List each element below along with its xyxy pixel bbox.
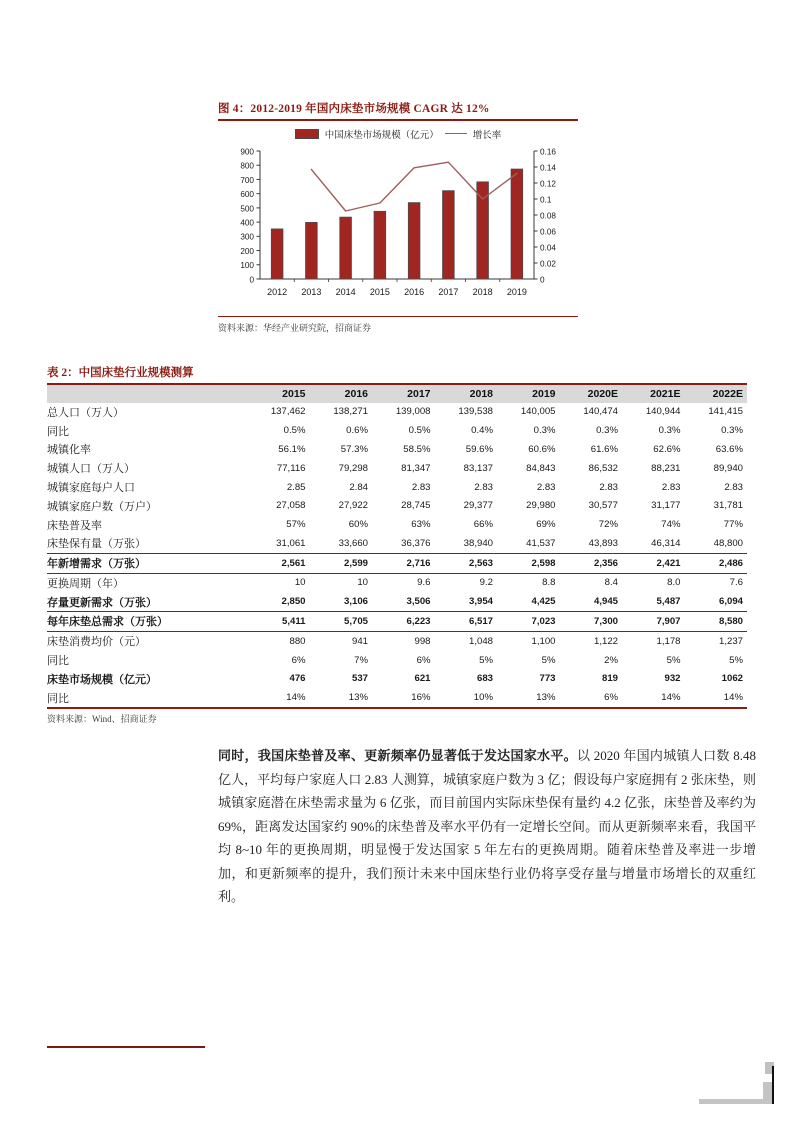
table-cell: 2.83 (411, 481, 431, 493)
table-cell: 36,376 (401, 537, 431, 549)
table-row-label: 同比 (47, 655, 69, 668)
table-cell: 2,598 (497, 553, 560, 573)
table-cell: 773 (539, 673, 556, 685)
table-cell: 83,137 (463, 462, 493, 474)
table-row (47, 592, 747, 611)
table-cell: 1,048 (435, 631, 498, 650)
table-cell: 2% (604, 654, 618, 666)
table-cell: 2,486 (685, 553, 748, 573)
table-cell: 77% (723, 519, 743, 531)
table-cell: 2,421 (622, 553, 685, 573)
table-cell: 2,850 (281, 596, 306, 608)
table-cell: 139,008 (395, 406, 431, 418)
table-cell: 31,061 (276, 537, 306, 549)
table-row (47, 631, 747, 650)
legend-line-swatch-icon (445, 133, 467, 134)
table-row (47, 478, 747, 497)
table-row-label: 年新增需求（万张） (47, 553, 247, 573)
svg-text:600: 600 (240, 189, 254, 199)
table-cell: 476 (289, 673, 306, 685)
svg-text:2014: 2014 (335, 286, 356, 297)
table-cell: 1,100 (497, 631, 560, 650)
table-col-header-2017: 2017 (372, 385, 435, 403)
table-cell: 10 (247, 573, 310, 592)
table-cell: 57% (286, 519, 306, 531)
figure-title-rule (218, 119, 578, 121)
svg-text:0.14: 0.14 (540, 162, 556, 172)
table-title: 表 2：中国床垫行业规模测算 (47, 367, 194, 379)
table-cell: 38,940 (463, 537, 493, 549)
table-cell: 0.5% (283, 425, 306, 437)
table-header (47, 385, 747, 403)
table-cell: 140,474 (583, 406, 618, 418)
table-cell: 7,907 (622, 612, 685, 632)
table-cell: 10 (310, 573, 373, 592)
table-row-label: 更换周期（年） (47, 573, 247, 592)
table-cell: 89,940 (713, 462, 743, 474)
chart-legend (218, 127, 578, 141)
table-cell: 72% (598, 519, 618, 531)
table-cell: 3,954 (468, 596, 493, 608)
chart-area (218, 145, 578, 310)
table-row-label: 床垫消费均价（元） (47, 631, 247, 650)
table-cell: 0.4% (471, 425, 493, 437)
table-cell: 2,563 (435, 553, 498, 573)
table-row-label: 床垫普及率 (47, 519, 102, 532)
table-cell: 2,561 (247, 553, 310, 573)
table-row (47, 573, 747, 592)
table-cell: 2.84 (349, 481, 368, 493)
svg-text:2019: 2019 (506, 286, 527, 297)
svg-text:0.02: 0.02 (540, 258, 556, 268)
table-cell: 6,094 (718, 596, 743, 608)
table-row-label: 城镇化率 (47, 444, 91, 457)
table-row-label: 同比 (47, 425, 69, 438)
table-cell: 998 (372, 631, 435, 650)
table-cell: 48,800 (713, 537, 743, 549)
table-cell: 6% (416, 654, 431, 666)
figure-block (218, 100, 578, 334)
table-cell: 84,843 (526, 462, 556, 474)
table-cell: 13% (310, 688, 373, 707)
svg-text:0.12: 0.12 (540, 178, 556, 188)
table-cell: 46,314 (651, 537, 681, 549)
svg-text:100: 100 (240, 260, 254, 270)
footer-grey-bar (699, 1099, 773, 1104)
table-cell: 9.2 (435, 573, 498, 592)
table-row (47, 440, 747, 459)
table-cell: 29,377 (463, 500, 493, 512)
table-cell: 7.6 (685, 573, 748, 592)
figure-source: 资料来源：华经产业研究院，招商证券 (218, 322, 372, 333)
table-cell: 537 (351, 673, 368, 685)
table-row (47, 403, 747, 422)
table-cell: 41,537 (526, 537, 556, 549)
table-cell: 29,980 (526, 500, 556, 512)
table-cell: 1,178 (622, 631, 685, 650)
table-cell: 56.1% (278, 443, 306, 455)
table-col-header-2015: 2015 (247, 385, 310, 403)
table-block (47, 364, 747, 725)
table-row (47, 553, 747, 573)
table-cell: 7% (354, 654, 368, 666)
table-cell: 2.83 (661, 481, 681, 493)
table-cell: 66% (473, 519, 493, 531)
table-row-label: 每年床垫总需求（万张） (47, 612, 247, 632)
table-cell: 5% (479, 654, 493, 666)
table-col-header-2020E: 2020E (560, 385, 623, 403)
table-cell: 31,781 (713, 500, 743, 512)
table-cell: 6% (291, 654, 306, 666)
table-row-label: 城镇人口（万人） (47, 463, 135, 476)
legend-line-label: 增长率 (472, 129, 502, 141)
table-cell: 932 (664, 673, 681, 685)
table-cell: 0.3% (533, 425, 556, 437)
table-cell: 62.6% (653, 443, 681, 455)
table-cell: 2,599 (310, 553, 373, 573)
table-cell: 0.6% (346, 425, 368, 437)
table-cell: 13% (497, 688, 560, 707)
table-cell: 9.6 (372, 573, 435, 592)
table-cell: 2.83 (474, 481, 493, 493)
table-cell: 77,116 (276, 462, 306, 474)
table-cell: 63% (411, 519, 431, 531)
table-col-header-2022E: 2022E (685, 385, 748, 403)
table-cell: 1,122 (560, 631, 623, 650)
table-cell: 0.3% (596, 425, 618, 437)
table-cell: 57.3% (340, 443, 368, 455)
table-cell: 5% (729, 654, 743, 666)
table-cell: 819 (601, 673, 618, 685)
table-cell: 30,577 (588, 500, 618, 512)
table-cell: 5% (541, 654, 556, 666)
table-row-label: 城镇家庭户数（万户） (47, 500, 157, 513)
table-cell: 4,425 (531, 596, 556, 608)
svg-text:0.06: 0.06 (540, 226, 556, 236)
mattress-industry-scale-table (47, 385, 747, 709)
table-cell: 5% (666, 654, 681, 666)
table-cell: 5,487 (656, 596, 681, 608)
table-row-label: 床垫市场规模（亿元） (47, 673, 157, 686)
legend-bar-swatch-icon (295, 129, 319, 139)
table-cell: 61.6% (590, 443, 618, 455)
table-cell: 138,271 (333, 406, 368, 418)
table-col-header-label (47, 385, 247, 403)
table-cell: 2.83 (724, 481, 743, 493)
table-cell: 74% (661, 519, 681, 531)
table-row-label: 床垫保有量（万张） (47, 538, 146, 551)
svg-text:2012: 2012 (267, 286, 288, 297)
table-cell: 5,411 (247, 612, 310, 632)
table-row (47, 421, 747, 440)
table-row (47, 515, 747, 534)
table-cell: 16% (372, 688, 435, 707)
table-cell: 2.85 (286, 481, 306, 493)
table-cell: 1062 (721, 673, 743, 685)
table-row (47, 651, 747, 670)
table-cell: 3,106 (343, 596, 368, 608)
table-cell: 6,223 (372, 612, 435, 632)
table-cell: 86,532 (588, 462, 618, 474)
table-source: 资料来源：Wind、招商证券 (47, 714, 157, 725)
table-cell: 140,005 (520, 406, 556, 418)
table-cell: 14% (685, 688, 748, 707)
table-cell: 8,580 (685, 612, 748, 632)
footer-divider (47, 1046, 205, 1048)
table-cell: 141,415 (708, 406, 743, 418)
svg-text:2015: 2015 (369, 286, 390, 297)
svg-text:400: 400 (240, 218, 254, 228)
svg-text:2017: 2017 (438, 286, 459, 297)
legend-bar-label: 中国床垫市场规模（亿元） (324, 129, 439, 141)
table-col-header-2018: 2018 (435, 385, 498, 403)
table-cell: 14% (622, 688, 685, 707)
svg-text:800: 800 (240, 161, 254, 171)
svg-text:300: 300 (240, 232, 254, 242)
table-cell: 33,660 (338, 537, 368, 549)
svg-text:0: 0 (249, 274, 254, 284)
table-cell: 7,300 (560, 612, 623, 632)
table-cell: 8.4 (560, 573, 623, 592)
table-cell: 137,462 (270, 406, 306, 418)
svg-text:200: 200 (240, 246, 254, 256)
table-row (47, 459, 747, 478)
table-cell: 27,922 (338, 500, 368, 512)
body-paragraph (218, 744, 756, 909)
table-cell: 1,237 (685, 631, 748, 650)
table-cell: 941 (310, 631, 373, 650)
table-cell: 0.3% (721, 425, 743, 437)
table-cell: 6,517 (435, 612, 498, 632)
table-row-label: 总人口（万人） (47, 406, 124, 419)
table-cell: 5,705 (310, 612, 373, 632)
svg-text:0: 0 (540, 274, 545, 284)
table-row (47, 669, 747, 688)
table-row-label: 城镇家庭每户人口 (47, 482, 135, 495)
table-cell: 69% (536, 519, 556, 531)
table-row (47, 534, 747, 553)
table-cell: 0.5% (408, 425, 431, 437)
table-cell: 2,356 (560, 553, 623, 573)
table-cell: 28,745 (401, 500, 431, 512)
table-cell: 60.6% (528, 443, 556, 455)
table-cell: 683 (476, 673, 493, 685)
table-cell: 4,945 (593, 596, 618, 608)
table-cell: 10% (435, 688, 498, 707)
figure-title: 图 4：2012-2019 年国内床垫市场规模 CAGR 达 12% (218, 103, 490, 115)
table-cell: 621 (414, 673, 431, 685)
svg-text:2018: 2018 (472, 286, 493, 297)
table-col-header-2021E: 2021E (622, 385, 685, 403)
svg-text:0.04: 0.04 (540, 242, 556, 252)
svg-text:700: 700 (240, 175, 254, 185)
svg-text:0.16: 0.16 (540, 146, 556, 156)
table-cell: 59.6% (465, 443, 493, 455)
table-cell: 6% (560, 688, 623, 707)
table-cell: 3,506 (406, 596, 431, 608)
table-cell: 8.8 (497, 573, 560, 592)
table-cell: 139,538 (458, 406, 493, 418)
table-header-row (47, 385, 747, 403)
table-row-label: 存量更新需求（万张） (47, 596, 157, 609)
table-cell: 79,298 (338, 462, 368, 474)
table-row (47, 688, 747, 707)
table-cell: 2.83 (536, 481, 556, 493)
table-cell: 31,177 (651, 500, 681, 512)
table-cell: 2,716 (372, 553, 435, 573)
table-body (47, 403, 747, 708)
table-cell: 140,944 (645, 406, 681, 418)
market-size-growth-chart (218, 145, 578, 310)
svg-text:0.08: 0.08 (540, 210, 556, 220)
svg-text:0.1: 0.1 (540, 194, 552, 204)
paragraph-lead: 同时，我国床垫普及率、更新频率仍显著低于发达国家水平。 (218, 748, 577, 763)
table-row (47, 612, 747, 632)
table-cell: 58.5% (403, 443, 431, 455)
svg-text:900: 900 (240, 146, 254, 156)
table-row-label: 同比 (47, 688, 247, 707)
svg-text:2013: 2013 (301, 286, 322, 297)
paragraph-rest: 以 2020 年国内城镇人口数 8.48 亿人，平均每户家庭人口 2.83 人测算，城镇家庭户数为 3 亿；假设每户家庭拥有 2 张床垫，则城镇家庭潜在床垫需求量为 6 亿张，而目前国内实际床垫保有量约 4.2 亿张，床垫普及率约为 69%，距离发达国家约 90%的床垫普及率水平仍有一定增长空间。而从更新频率来看，我国平均 8~10 年的更换周期，明显慢于发达国家 5 年左右的更换周期。随着床垫普及率进一步增加，和更新频率的提升，我们预计未来中国床垫行业仍将享受存量与增量市场增长的双重红利。 (218, 748, 756, 904)
table-cell: 8.0 (622, 573, 685, 592)
footer-grey-tab (763, 1082, 772, 1100)
table-cell: 0.3% (658, 425, 681, 437)
svg-text:2016: 2016 (404, 286, 425, 297)
table-cell: 81,347 (401, 462, 431, 474)
table-col-header-2016: 2016 (310, 385, 373, 403)
table-cell: 60% (348, 519, 368, 531)
table-cell: 7,023 (497, 612, 560, 632)
svg-text:500: 500 (240, 203, 254, 213)
table-cell: 2.83 (599, 481, 618, 493)
table-cell: 880 (247, 631, 310, 650)
footer-black-bar (772, 1066, 774, 1104)
table-cell: 63.6% (715, 443, 743, 455)
table-cell: 27,058 (276, 500, 306, 512)
table-row (47, 496, 747, 515)
table-cell: 14% (247, 688, 310, 707)
table-cell: 88,231 (651, 462, 681, 474)
table-col-header-2019: 2019 (497, 385, 560, 403)
table-cell: 43,893 (588, 537, 618, 549)
